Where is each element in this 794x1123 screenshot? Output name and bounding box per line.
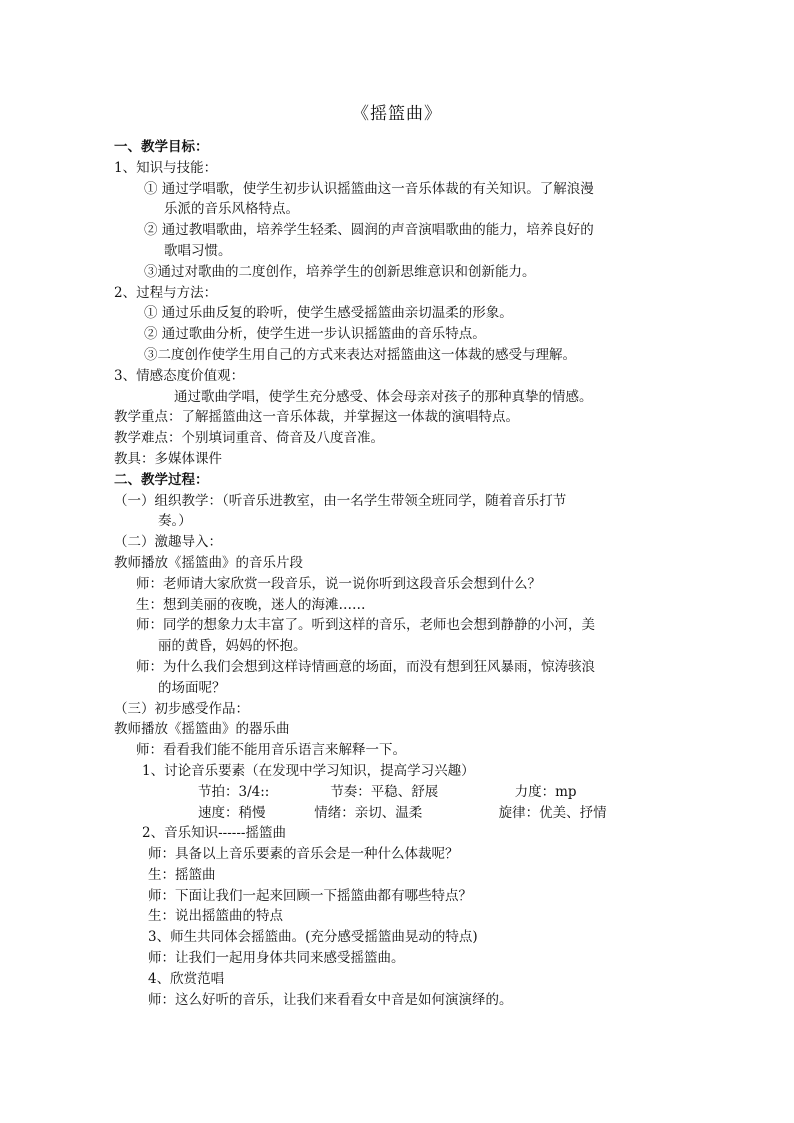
document-title: 《摇篮曲》	[352, 104, 442, 124]
dialogue-line: 师：同学的想象力太丰富了。听到这样的音乐，老师也会想到静静的小河，美	[136, 617, 595, 634]
text-line: 教师播放《摇篮曲》的器乐曲	[114, 721, 290, 738]
element-rhythm: 节奏：平稳、舒展	[330, 783, 439, 800]
dialogue-line: 生：摇篮曲	[148, 866, 216, 883]
text-line: ① 通过学唱歌，使学生初步认识摇篮曲这一音乐体裁的有关知识。了解浪漫	[144, 180, 594, 197]
text-line: （三）初步感受作品：	[114, 700, 249, 717]
teaching-aids: 教具：多媒体课件	[114, 450, 222, 467]
element-beat: 节拍：3/4::	[198, 783, 270, 800]
subheading-emotion: 3、情感态度价值观：	[114, 367, 245, 384]
text-line: 歌唱习惯。	[164, 242, 232, 259]
text-line: ② 通过教唱歌曲，培养学生轻柔、圆润的声音演唱歌曲的能力，培养良好的	[144, 222, 594, 239]
text-line: 2、音乐知识------摇篮曲	[142, 825, 286, 842]
dialogue-line: 师：让我们一起用身体共同来感受摇篮曲。	[148, 950, 405, 967]
text-line: （一）组织教学：（听音乐进教室，由一名学生带领全班同学，随着音乐打节	[114, 492, 567, 509]
dialogue-line: 师：为什么我们会想到这样诗情画意的场面，而没有想到狂风暴雨，惊涛骇浪	[136, 658, 595, 675]
text-line: （二）激趣导入：	[114, 534, 222, 551]
text-line: 乐派的音乐风格特点。	[164, 201, 299, 218]
text-line: 4、欣赏范唱	[148, 970, 225, 987]
dialogue-line: 师：这么好听的音乐，让我们来看看女中音是如何演演绎的。	[148, 991, 513, 1008]
dialogue-line: 生：说出摇篮曲的特点	[148, 908, 283, 925]
element-tempo: 速度：稍慢	[198, 804, 266, 821]
text-line: 奏。）	[158, 513, 192, 530]
text-line: ③通过对歌曲的二度创作，培养学生的创新思维意识和创新能力。	[144, 263, 536, 280]
music-elements-row-1	[114, 782, 694, 803]
subheading-process: 2、过程与方法：	[114, 284, 218, 301]
text-line: 3、师生共同体会摇篮曲。(充分感受摇篮曲晃动的特点)	[148, 929, 478, 946]
dialogue-line: 师：具备以上音乐要素的音乐会是一种什么体裁呢？	[148, 846, 459, 863]
section-heading-objectives: 一、教学目标：	[114, 139, 209, 155]
text-line: 通过歌曲学唱，使学生充分感受、体会母亲对孩子的那种真挚的情感。	[174, 388, 593, 405]
difficulty: 教学难点：个别填词重音、倚音及八度音准。	[114, 430, 384, 447]
music-elements-row-2	[114, 803, 694, 824]
text-line: ③二度创作使学生用自己的方式来表达对摇篮曲这一体裁的感受与理解。	[144, 346, 576, 363]
text-line: ① 通过乐曲反复的聆听，使学生感受摇篮曲亲切温柔的形象。	[144, 305, 513, 322]
dialogue-line: 师：下面让我们一起来回顾一下摇篮曲都有哪些特点？	[148, 887, 472, 904]
text-line: ② 通过歌曲分析，使学生进一步认识摇篮曲的音乐特点。	[144, 326, 486, 343]
section-heading-process: 二、教学过程：	[114, 471, 209, 488]
element-dynamics: 力度：mp	[514, 783, 577, 800]
dialogue-line: 丽的黄昏，妈妈的怀抱。	[158, 638, 307, 655]
element-mood: 情绪：亲切、温柔	[314, 804, 423, 821]
text-line: 1、讨论音乐要素（在发现中学习知识，提高学习兴趣）	[142, 762, 475, 779]
dialogue-line: 生：想到美丽的夜晚，迷人的海滩……	[136, 596, 366, 613]
subheading-knowledge: 1、知识与技能：	[114, 159, 218, 176]
element-melody: 旋律：优美、抒情	[498, 804, 607, 821]
text-line: 教师播放《摇篮曲》的音乐片段	[114, 554, 303, 571]
document-body	[114, 137, 694, 1010]
dialogue-line: 师：看看我们能不能用音乐语言来解释一下。	[136, 742, 406, 759]
dialogue-line: 师：老师请大家欣赏一段音乐，说一说你听到这段音乐会想到什么？	[136, 575, 541, 592]
key-point: 教学重点：了解摇篮曲这一音乐体裁，并掌握这一体裁的演唱特点。	[114, 409, 519, 426]
dialogue-line: 的场面呢？	[158, 679, 226, 696]
